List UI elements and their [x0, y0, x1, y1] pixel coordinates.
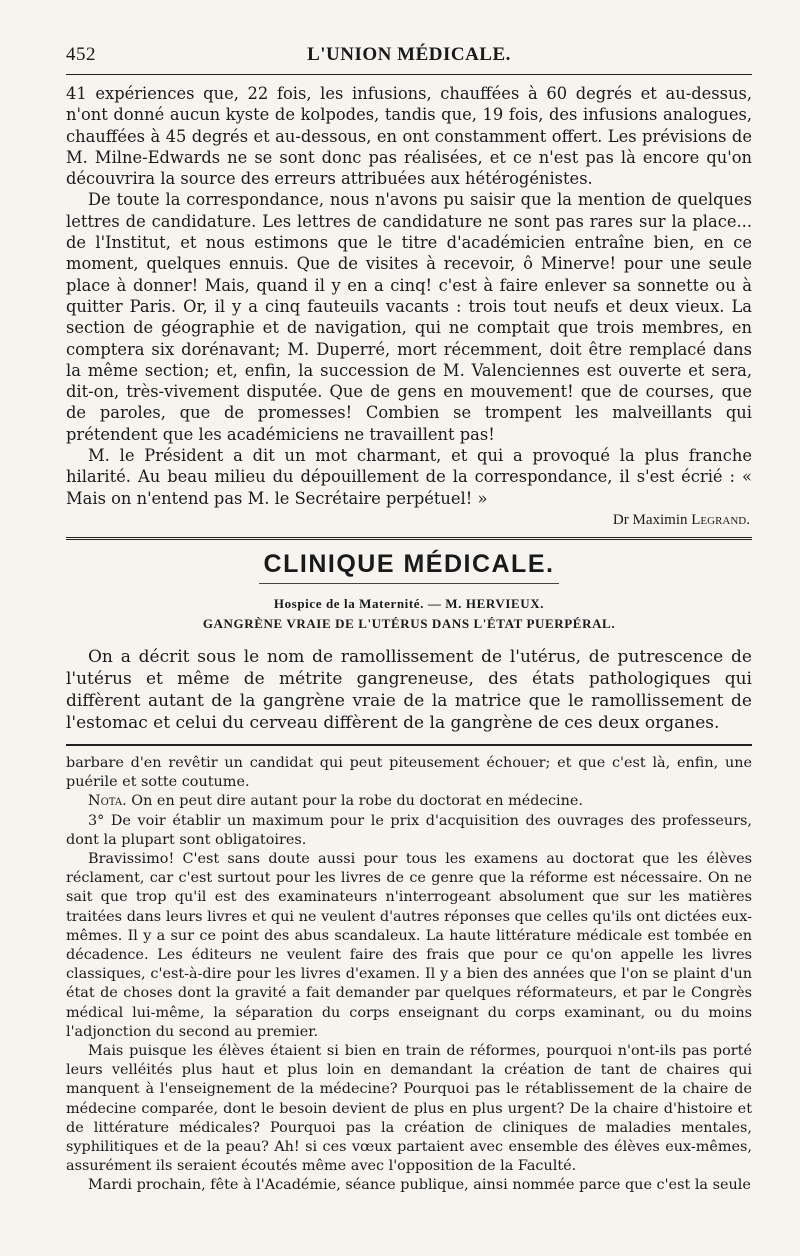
journal-title: L'UNION MÉDICALE.	[307, 44, 511, 65]
feuilleton-paragraph	[66, 792, 752, 811]
article-subtitle: GANGRÈNE VRAIE DE L'UTÉRUS DANS L'ÉTAT PUERPÉRAL.	[202, 615, 616, 631]
signature-prefix: Dr Maximin	[612, 511, 692, 528]
footnote-divider	[66, 744, 752, 746]
hospital-line: Hospice de la Maternité. — M. HERVIEUX.	[273, 595, 545, 611]
section-divider	[66, 537, 752, 540]
nota-text: On en peut dire autant pour la robe du doctorat en médecine.	[126, 793, 583, 810]
body-paragraph: M. le Président a dit un mot charmant, et qui a provoqué la plus franche hilarité. Au beau milieu du dépouillement de la correspondance, il s'est écrié : « Mais on n'entend pas M. le Secrétaire perpétuel! »	[66, 446, 752, 508]
clinical-paragraph: On a décrit sous le nom de ramollissement de l'utérus, de putrescence de l'utérus et même de métrite gangreneuse, des états pathologiques qui diffèrent autant de la gangrène vraie de la matrice que le ramollissement de l'estomac et celui du cerveau diffèrent de la gangrène de ces deux organes.	[66, 646, 752, 733]
clinical-article	[66, 646, 752, 734]
body-paragraph: De toute la correspondance, nous n'avons pu saisir que la mention de quelques lettres de candidature. Les lettres de candidature ne sont pas rares sur la place... de l'Institut, et nous estimons que le titre d'académicien entraîne bien, en ce moment, quelques ennuis. Que de visites à recevoir, ô Minerve! pour une seule place à donner! Mais, quand il y en a cinq! c'est à faire enlever sa sonnette ou à quitter Paris. Or, il y a cinq fauteuils vacants : trois tout neufs et deux vieux. La section de géographie et de navigation, qui ne comptait que trois membres, en comptera six dorénavant; M. Duperré, mort récemment, doit être remplacé dans la même section; et, enfin, la succession de M. Valenciennes est ouverte et sera, dit-on, très-vivement disputée. Que de gens en mouvement! que de courses, que de paroles, que de promesses! Combien se trompent les malveillants qui prétendent que les académiciens ne travaillent pas!	[66, 190, 752, 444]
feuilleton-paragraph: Mardi prochain, fête à l'Académie, séance publique, ainsi nommée parce que c'est la seule	[88, 1177, 751, 1194]
body-paragraph: 41 expériences que, 22 fois, les infusions, chauffées à 60 degrés et au-dessus, n'ont donné aucun kyste de kolpodes, tandis que, 19 fois, des infusions analogues, chauffées à 45 degrés et au-dessous, en ont constamment offert. Les prévisions de M. Milne-Edwards ne se sont donc pas réalisées, et ce n'est pas là encore qu'on découvrira la source des erreurs attribuées aux hétérogénistes.	[66, 84, 752, 189]
feuilleton-continuation	[66, 754, 752, 1196]
feuilleton-paragraph: barbare d'en revêtir un candidat qui peut piteusement échouer; et que c'est là, enfin, une puérile et sotte coutume.	[66, 754, 752, 791]
section-title-underline	[259, 583, 559, 584]
header-rule	[66, 74, 752, 75]
running-header	[66, 44, 752, 72]
signature-name: Legrand.	[691, 511, 750, 528]
page-number: 452	[66, 44, 96, 65]
article-continuation	[66, 83, 752, 531]
feuilleton-paragraph: 3° De voir établir un maximum pour le prix d'acquisition des ouvrages des professeurs, dont la plupart sont obligatoires.	[66, 812, 752, 848]
nota-label: Nota.	[88, 793, 127, 810]
author-signature	[66, 509, 752, 531]
section-title: CLINIQUE MÉDICALE.	[263, 549, 555, 578]
feuilleton-paragraph: Mais puisque les élèves étaient si bien en train de réformes, pourquoi n'ont-ils pas porté leurs velléités plus haut et plus loin en demandant la création de tant de chaires qui manquent à l'enseignement de la médecine? Pourquoi pas le rétablissement de la chaire de médecine comparée, dont le besoin devient de plus en plus urgent? De la chaire d'histoire et de littérature médicales? Pourquoi pas la création de cliniques de maladies mentales, syphilitiques et de la peau? Ah! si ces vœux partaient avec ensemble des élèves eux-mêmes, assurément ils seraient écoutés même avec l'opposition de la Faculté.	[66, 1042, 752, 1175]
feuilleton-paragraph: Bravissimo! C'est sans doute aussi pour tous les examens au doctorat que les élèves réclament, car c'est surtout pour les livres de ce genre que la réforme est nécessaire. On ne sait que trop qu'il est des examinateurs n'interrogeant absolument que sur les matières traitées dans leurs livres et qui ne veulent d'autres réponses que celles qu'ils ont dictées eux-mêmes. Il y a sur ce point des abus scandaleux. La haute littérature médicale est tombée en décadence. Les éditeurs ne veulent faire des frais que pour ce qu'on appelle les livres classiques, c'est-à-dire pour les livres d'examen. Il y a bien des années que l'on se plaint d'un état de choses dont la gravité a fait demander par quelques réformateurs, et par le Congrès médical lui-même, la séparation du corps enseignant du corps examinant, ou du moins l'adjonction du second au premier.	[66, 850, 752, 1040]
